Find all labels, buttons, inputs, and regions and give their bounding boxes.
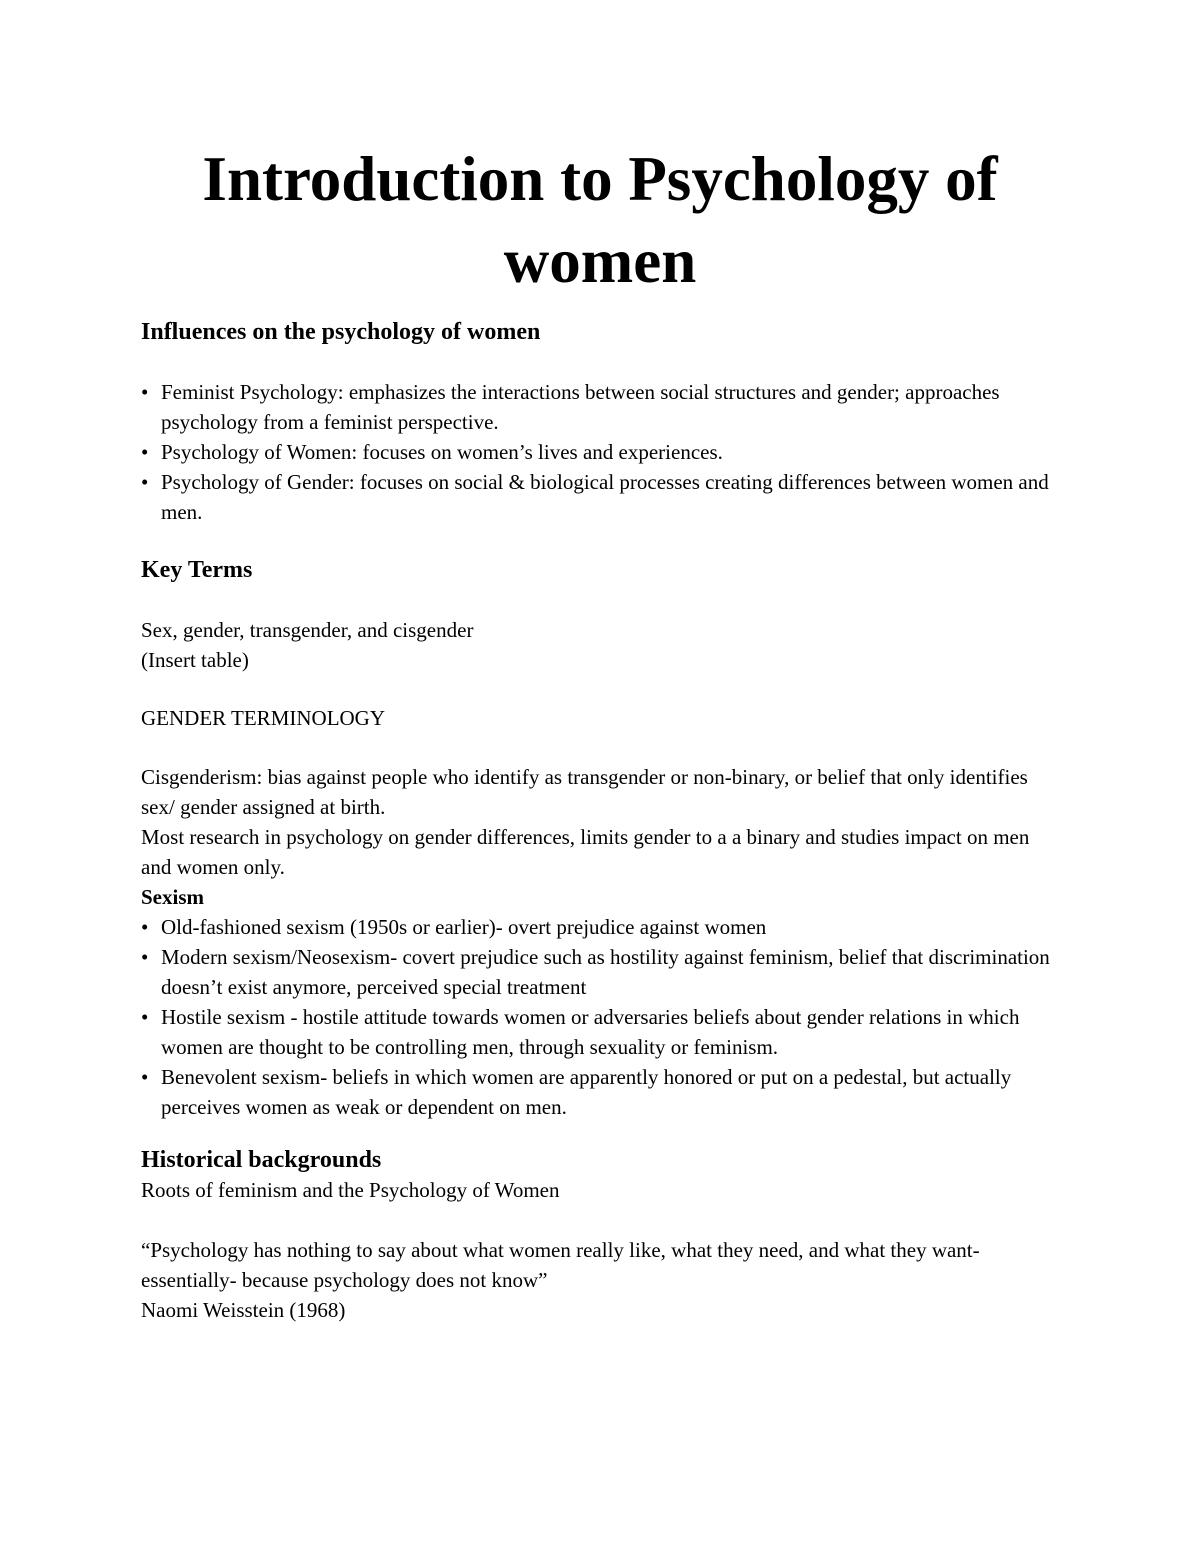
historical-section [141,1145,1061,1205]
key-terms-line: Sex, gender, transgender, and cisgender [141,618,474,642]
research-note: Most research in psychology on gender differences, limits gender to a a binary and studies impact on men and women only. [141,825,1030,879]
list-item [141,377,1061,437]
cisgenderism-definition: Cisgenderism: bias against people who identify as transgender or non-binary, or belief that only identifies sex/ gender assigned at birth. [141,765,1028,819]
list-item-text: Old-fashioned sexism (1950s or earlier)- overt prejudice against women [161,915,767,939]
list-item [141,1062,1061,1122]
bullet-glyph: • [141,470,149,494]
list-item [141,1002,1061,1062]
influences-section [141,317,1061,347]
sexism-list [141,912,1061,1122]
list-item [141,912,1061,942]
insert-table-note: (Insert table) [141,648,249,672]
list-item [141,437,1061,467]
gender-terminology-label: GENDER TERMINOLOGY [141,706,386,730]
sexism-heading: Sexism [141,885,204,909]
bullet-glyph: • [141,380,149,404]
weisstein-quote: “Psychology has nothing to say about what women really like, what they need, and what they want- essentially- because psychology does not know” [141,1238,980,1292]
key-terms-heading-wrapper [141,555,1061,585]
list-item-text: Psychology of Gender: focuses on social & biological processes creating differences between women and men. [161,470,1049,524]
list-item [141,467,1061,527]
list-item-text: Feminist Psychology: emphasizes the interactions between social structures and gender; approaches psychology from a feminist perspective. [161,380,1000,434]
bullet-glyph: • [141,915,149,939]
key-terms-heading: Key Terms [141,557,253,583]
definitions-block [141,762,1061,1122]
bullet-glyph: • [141,1005,149,1029]
list-item-text: Modern sexism/Neosexism- covert prejudice such as hostility against feminism, belief that discrimination doesn’t exist anymore, perceived special treatment [161,945,1050,999]
historical-subtitle: Roots of feminism and the Psychology of Women [141,1178,560,1202]
list-item-text: Psychology of Women: focuses on women’s lives and experiences. [161,440,723,464]
historical-heading: Historical backgrounds [141,1147,382,1173]
bullet-glyph: • [141,1065,149,1089]
bullet-glyph: • [141,440,149,464]
bullet-glyph: • [141,945,149,969]
influences-list [141,377,1061,527]
page-title: Introduction to Psychology of women [202,144,998,296]
quote-block [141,1235,1061,1325]
list-item-text: Benevolent sexism- beliefs in which women are apparently honored or put on a pedestal, but actually perceives women as weak or dependent on men. [161,1065,1012,1119]
list-item-text: Hostile sexism - hostile attitude towards women or adversaries beliefs about gender relations in which women are thought to be controlling men, through sexuality or feminism. [161,1005,1020,1059]
key-terms-block [141,615,1061,675]
influences-list-wrapper [141,377,1061,527]
gender-terminology-wrapper [141,703,1061,733]
quote-attribution: Naomi Weisstein (1968) [141,1298,346,1322]
list-item [141,942,1061,1002]
influences-heading: Influences on the psychology of women [141,319,541,345]
